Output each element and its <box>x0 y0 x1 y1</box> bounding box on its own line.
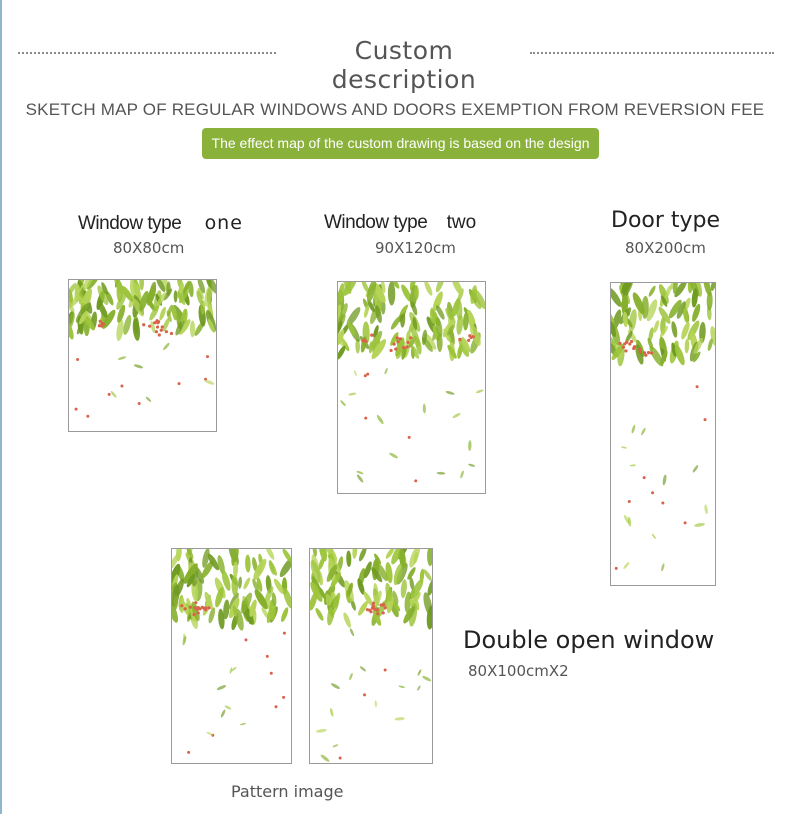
double-window-left-panel <box>171 548 292 764</box>
window-two-panel <box>337 281 486 494</box>
window-one-size: 80X80cm <box>113 239 185 257</box>
double-window-right-panel <box>309 548 433 764</box>
subtitle: SKETCH MAP OF REGULAR WINDOWS AND DOORS EXEMPTION FROM REVERSION FEE <box>25 100 765 119</box>
window-one-suffix: one <box>204 212 243 234</box>
door-size: 80X200cm <box>625 239 706 257</box>
left-edge-rule <box>0 0 2 814</box>
page-title: Custom description <box>331 36 477 94</box>
leaf-pattern-image <box>310 549 432 763</box>
pattern-caption: Pattern image <box>231 782 344 801</box>
window-one-label <box>78 212 243 235</box>
door-panel <box>610 282 716 586</box>
window-two-suffix: two <box>446 212 477 233</box>
leaf-pattern-image <box>611 283 715 585</box>
window-two-label <box>324 212 476 234</box>
title-dots-left <box>18 52 276 54</box>
window-one-panel <box>68 279 217 432</box>
window-two-size: 90X120cm <box>375 239 456 257</box>
door-label: Door type <box>611 208 721 233</box>
double-window-label: Double open window <box>463 626 715 654</box>
design-note-badge: The effect map of the custom drawing is based on the design <box>202 128 599 159</box>
title-dots-right <box>530 52 774 54</box>
leaf-pattern-image <box>69 280 216 431</box>
window-two-name: Window type <box>324 212 428 233</box>
window-one-name: Window type <box>78 213 182 234</box>
double-window-size: 80X100cmX2 <box>468 662 569 680</box>
leaf-pattern-image <box>338 282 485 493</box>
leaf-pattern-image <box>172 549 291 763</box>
